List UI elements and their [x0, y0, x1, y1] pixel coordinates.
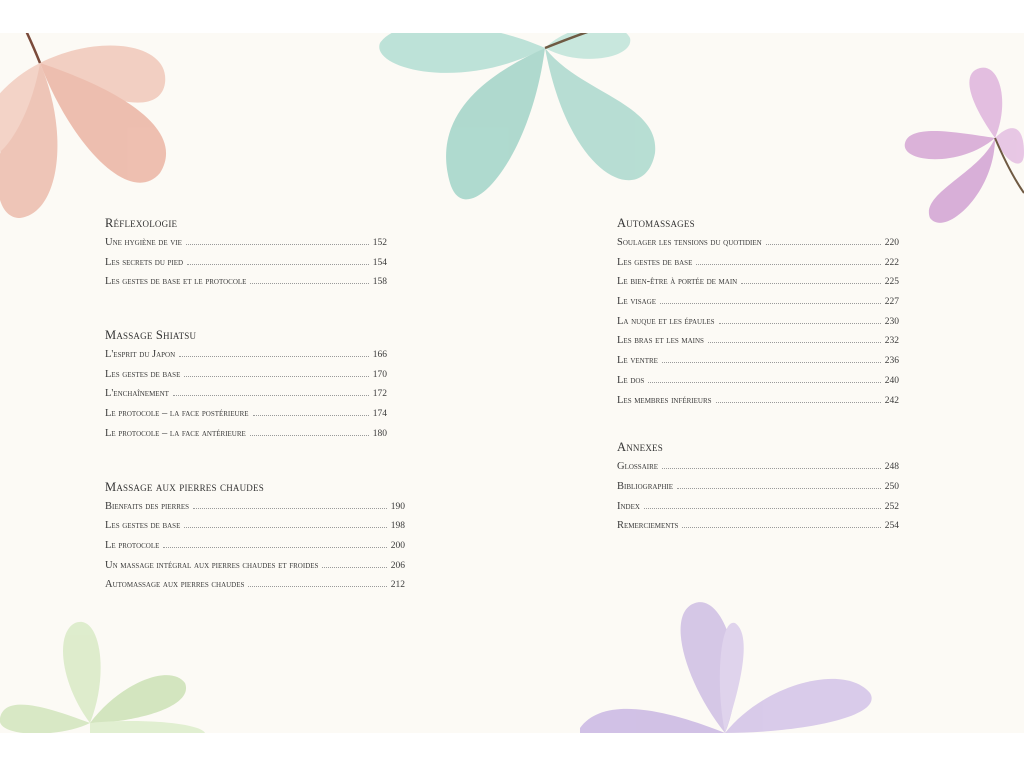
toc-entry[interactable] [617, 516, 899, 536]
toc-page-number: 240 [884, 375, 899, 386]
dot-leader [662, 362, 881, 363]
dot-leader [708, 342, 881, 343]
toc-page-number: 190 [390, 501, 405, 512]
toc-page-number: 222 [884, 257, 899, 268]
toc-entry[interactable] [105, 497, 405, 517]
toc-entry-label: Un massage intégral aux pierres chaudes et froides [105, 559, 319, 571]
toc-entry-label: Glossaire [617, 461, 659, 473]
toc-entry-label: Le protocole – la face antérieure [105, 427, 246, 439]
toc-entry-label: Le protocole – la face postérieure [105, 408, 249, 420]
toc-entry[interactable] [617, 253, 899, 273]
toc-entry[interactable] [617, 292, 899, 312]
toc-entry-label: Une hygiène de vie [105, 237, 182, 248]
dot-leader [716, 402, 881, 403]
dot-leader [184, 527, 386, 528]
toc-entry[interactable] [617, 497, 899, 517]
peach-flower-icon [0, 33, 200, 233]
dot-leader [250, 435, 369, 436]
toc-entry[interactable] [105, 384, 387, 404]
dot-leader [644, 508, 881, 509]
toc-entry[interactable] [617, 331, 899, 351]
toc-page-number: 152 [372, 238, 387, 248]
dot-leader [163, 547, 386, 548]
toc-entry[interactable] [617, 457, 899, 477]
toc-entry[interactable] [617, 371, 899, 391]
toc-page-number: 248 [884, 462, 899, 473]
toc-entry[interactable] [105, 424, 387, 444]
toc-entry[interactable] [105, 253, 387, 273]
pink-flower-icon [900, 63, 1024, 233]
dot-leader [696, 264, 880, 265]
toc-entry[interactable] [617, 391, 899, 411]
toc-entry[interactable] [617, 351, 899, 371]
toc-entry[interactable] [617, 272, 899, 292]
toc-section [105, 213, 405, 292]
dot-leader [662, 468, 881, 469]
dot-leader [682, 527, 880, 528]
dot-leader [186, 244, 369, 245]
toc-entry[interactable] [617, 312, 899, 332]
dot-leader [173, 395, 369, 396]
toc-section-title: Annexes [617, 440, 663, 455]
toc-page-number: 227 [884, 297, 899, 308]
toc-entry-label: La nuque et les épaules [617, 315, 715, 327]
toc-entry[interactable] [105, 272, 387, 292]
dot-leader [184, 376, 368, 377]
toc-section [617, 213, 899, 410]
dot-leader [719, 323, 881, 324]
toc-page-number: 198 [390, 521, 405, 532]
toc-entry-label: Le dos [617, 374, 645, 386]
green-flower-icon [0, 613, 210, 733]
toc-entry-label: Le visage [617, 296, 656, 308]
toc-entry[interactable] [617, 233, 899, 253]
toc-entry-label: Le protocole [105, 539, 160, 551]
toc-entry-label: Les gestes de base [105, 368, 181, 380]
dot-leader [248, 586, 386, 587]
toc-entry-label: Bienfaits des pierres [105, 500, 190, 512]
toc-page-number: 206 [390, 560, 405, 571]
toc-section-title: Automassages [617, 216, 695, 230]
toc-section [105, 325, 405, 443]
toc-entry-label: Soulager les tensions du quotidien [617, 237, 762, 248]
toc-section-title: Massage Shiatsu [105, 328, 197, 343]
toc-entry[interactable] [105, 536, 405, 556]
toc-page-number: 220 [884, 238, 899, 248]
toc-entry-label: Bibliographie [617, 480, 673, 492]
toc-page-number: 154 [372, 257, 387, 268]
toc-entry-label: L'esprit du Japon [105, 349, 176, 361]
dot-leader [741, 283, 881, 284]
toc-page-number: 170 [372, 369, 387, 380]
toc-entry-label: Les gestes de base [617, 256, 693, 268]
toc-entry[interactable] [617, 477, 899, 497]
dot-leader [179, 356, 369, 357]
toc-entry-label: Index [617, 500, 640, 512]
dot-leader [193, 508, 387, 509]
toc-entry-label: Les bras et les mains [617, 335, 704, 347]
teal-flower-icon [370, 33, 670, 213]
toc-page-number: 252 [884, 501, 899, 512]
toc-entry-label: Remerciements [617, 520, 679, 532]
dot-leader [660, 303, 881, 304]
dot-leader [648, 382, 880, 383]
toc-section [617, 437, 899, 536]
toc-page-number: 236 [884, 356, 899, 367]
toc-section-title: Massage aux pierres chaudes [105, 479, 264, 494]
toc-entry-label: Automassage aux pierres chaudes [105, 579, 245, 591]
toc-page-number: 250 [884, 481, 899, 492]
book-spread [0, 33, 1024, 733]
dot-leader [253, 415, 369, 416]
toc-section-title: Réflexologie [105, 216, 178, 230]
lavender-flower-icon [575, 593, 885, 733]
dot-leader [322, 567, 386, 568]
toc-right-column [617, 213, 899, 536]
toc-page-number: 200 [390, 540, 405, 551]
dot-leader [187, 264, 369, 265]
toc-entry[interactable] [105, 233, 387, 253]
toc-entry[interactable] [105, 365, 387, 385]
toc-page-number: 254 [884, 521, 899, 532]
toc-page-number: 230 [884, 316, 899, 327]
toc-page-number: 212 [390, 580, 405, 591]
toc-page-number: 158 [372, 277, 387, 288]
toc-page-number: 174 [372, 409, 387, 420]
toc-page-number: 225 [884, 277, 899, 288]
toc-page-number: 166 [372, 350, 387, 361]
toc-entry-label: Le bien-être à portée de main [617, 276, 738, 288]
toc-entry[interactable] [105, 575, 405, 595]
toc-entry-label: Les secrets du pied [105, 256, 184, 268]
toc-entry-label: Les membres inférieurs [617, 394, 712, 406]
dot-leader [766, 244, 881, 245]
toc-entry[interactable] [105, 516, 405, 536]
toc-entry[interactable] [105, 556, 405, 576]
dot-leader [677, 488, 881, 489]
toc-page-number: 232 [884, 336, 899, 347]
toc-entry-label: Les gestes de base [105, 520, 181, 532]
toc-entry[interactable] [105, 345, 387, 365]
toc-left-column [105, 213, 405, 595]
toc-section [105, 477, 405, 595]
dot-leader [250, 283, 368, 284]
toc-page-number: 172 [372, 389, 387, 400]
toc-page-number: 242 [884, 395, 899, 406]
toc-page-number: 180 [372, 428, 387, 439]
toc-entry[interactable] [105, 404, 387, 424]
toc-entry-label: L'enchaînement [105, 388, 169, 400]
toc-entry-label: Le ventre [617, 355, 658, 367]
toc-entry-label: Les gestes de base et le protocole [105, 276, 247, 288]
